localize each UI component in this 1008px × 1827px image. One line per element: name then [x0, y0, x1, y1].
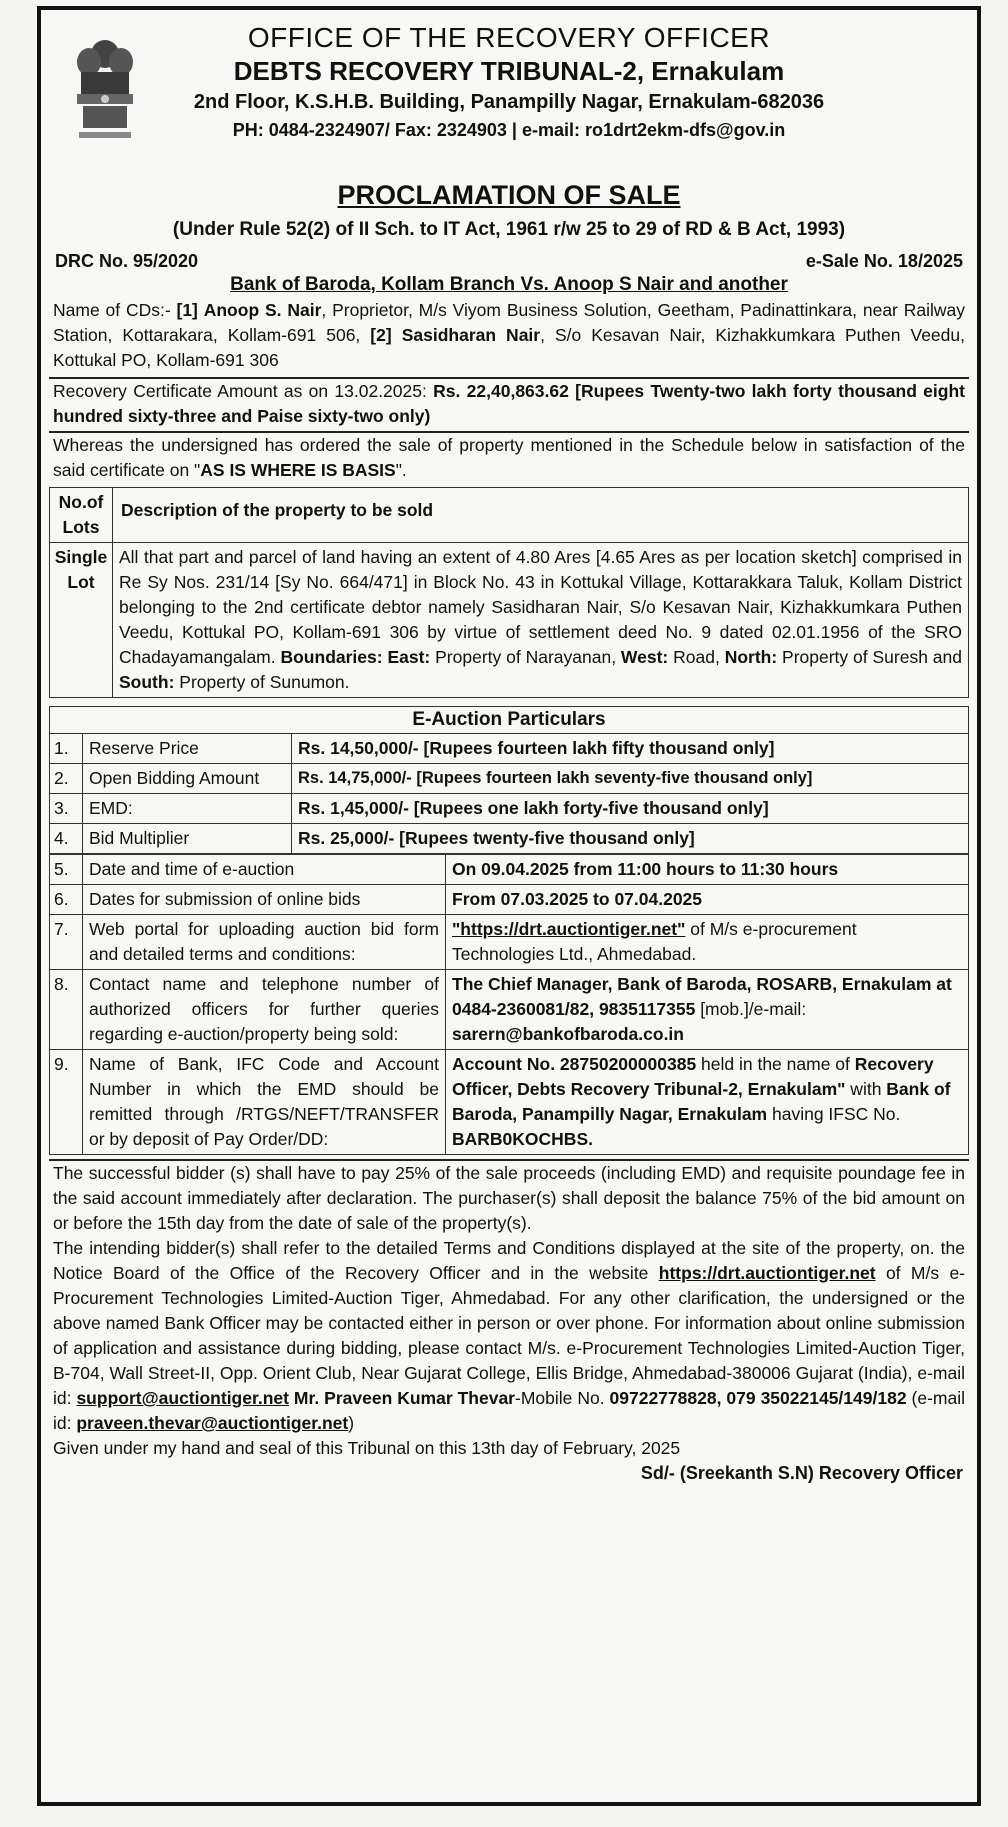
- west-label: West:: [620, 647, 669, 667]
- cds-paragraph: [49, 298, 969, 373]
- row-label: Reserve Price: [83, 734, 292, 764]
- given-line: Given under my hand and seal of this Tribunal on this 13th day of February, 2025: [53, 1438, 681, 1458]
- signature: Sd/- (Sreekanth S.N) Recovery Officer: [640, 1463, 963, 1483]
- row-label: Web portal for uploading auction bid form and detailed terms and conditions:: [83, 915, 446, 970]
- boundaries-label: Boundaries:: [280, 647, 383, 667]
- recovery-lead: Recovery Certificate Amount as on 13.02.2025:: [53, 381, 434, 401]
- property-desc-main: All that part and parcel of land having an extent of 4.80 Ares [4.65 Ares as per location sketch] comprised in Re Sy Nos. 231/14 [Sy No. 664/471] in Block No. 43 in Kottukal Village, Kottarakkara Taluk, Kollam District belonging to the 2nd certificate debtor namely Sasidharan Nair, S/o Kesavan Nair, Kizhakkumkara Puthen Veedu, Kottukal PO, Kollam-691 306 by virtue of settlement deed No. 9 dated 02.01.1956 of the SRO Chadayamangalam.: [119, 547, 962, 667]
- auction-row: [50, 970, 969, 1050]
- reference-numbers: [49, 251, 969, 272]
- row-number: 6.: [50, 885, 83, 915]
- contact-email[interactable]: sarern@bankofbaroda.co.in: [452, 1024, 684, 1044]
- bank-branch: Bank of Baroda, Panampilly Nagar, Ernakulam: [452, 1079, 951, 1124]
- auction-row: [50, 1050, 969, 1155]
- north-value: Property of Suresh and: [777, 647, 962, 667]
- portal-link[interactable]: "https://drt.auctiontiger.net": [452, 919, 686, 939]
- row-value: [446, 915, 969, 970]
- notice-frame: [37, 6, 981, 1806]
- auction-row: [50, 824, 969, 854]
- south-value: Property of Sunumon.: [174, 672, 350, 692]
- auction-row: [50, 734, 969, 764]
- whereas-lead: Whereas the undersigned has ordered the sale of property mentioned in the Schedule below in satisfaction of the said certificate on ": [53, 435, 965, 480]
- page-title: PROCLAMATION OF SALE: [337, 180, 681, 210]
- row-value: Rs. 14,50,000/- [Rupees fourteen lakh fifty thousand only]: [292, 734, 969, 764]
- row-value: [446, 970, 969, 1050]
- office-contact: PH: 0484-2324907/ Fax: 2324903 | e-mail: ro1drt2ekm-dfs@gov.in: [232, 120, 786, 140]
- auction-row: [50, 915, 969, 970]
- whereas-tail: ".: [395, 460, 407, 480]
- auction-row: [50, 885, 969, 915]
- lot-value: Single Lot: [50, 543, 113, 698]
- row-number: 9.: [50, 1050, 83, 1155]
- account-text: held in the name of: [696, 1054, 855, 1074]
- east-value: Property of Narayanan,: [430, 647, 621, 667]
- row-number: 1.: [50, 734, 83, 764]
- contact-person: Mr. Praveen Kumar Thevar: [288, 1388, 515, 1408]
- cd2-address: , S/o Kesavan Nair, Kizhakkumkara Puthen Veedu, Kottukal PO, Kollam-691 306: [53, 325, 965, 370]
- cd1-address: , Proprietor, M/s Viyom Business Solution, Geetham, Padinattinkara, near Railway Station, Kottarakara, Kollam-691 506,: [53, 300, 965, 345]
- cds-lead: Name of CDs:-: [53, 300, 177, 320]
- description-header: Description of the property to be sold: [113, 488, 969, 543]
- cd2-name: Sasidharan Nair: [401, 325, 541, 345]
- account-text-2: with: [845, 1079, 887, 1099]
- row-label: EMD:: [83, 794, 292, 824]
- row-value: Rs. 1,45,000/- [Rupees one lakh forty-five thousand only]: [292, 794, 969, 824]
- property-description: [113, 543, 969, 698]
- terms-paragraph-2: [49, 1236, 969, 1436]
- contact-officer: The Chief Manager, Bank of Baroda, ROSARB, Ernakulam at 0484-2360081/82, 9835117355: [452, 974, 952, 1019]
- cd1-number: [1]: [176, 300, 198, 320]
- terms-paragraph-1: The successful bidder (s) shall have to pay 25% of the sale proceeds (including EMD) and requisite poundage fee in the said account immediately after declaration. The purchaser(s) shall deposit the balance 75% of the bid amount on or before the 15th day from the date of sale of the property(s).: [53, 1163, 965, 1233]
- lots-header: No.of Lots: [50, 488, 113, 543]
- property-table: [49, 487, 969, 698]
- contact-phones: 09722778828, 079 35022145/149/182: [609, 1388, 907, 1408]
- north-label: North:: [724, 647, 778, 667]
- auction-section-title: E-Auction Particulars: [49, 706, 969, 733]
- auction-row: [50, 794, 969, 824]
- case-title: Bank of Baroda, Kollam Branch Vs. Anoop S Nair and another: [230, 274, 788, 295]
- row-number: 4.: [50, 824, 83, 854]
- row-number: 5.: [50, 855, 83, 885]
- account-holder: Recovery Officer, Debts Recovery Tribunal-2, Ernakulam": [452, 1054, 934, 1099]
- ifsc-label: having IFSC No.: [767, 1104, 901, 1124]
- row-number: 8.: [50, 970, 83, 1050]
- portal-provider: of M/s e-procurement Technologies Ltd., Ahmedabad.: [452, 919, 857, 964]
- row-value: From 07.03.2025 to 07.04.2025: [446, 885, 969, 915]
- account-number: Account No. 28750200000385: [452, 1054, 697, 1074]
- recovery-amount: [49, 379, 969, 429]
- terms2-part-b: of M/s e-Procurement Technologies Limited-Auction Tiger, Ahmedabad. For any other clarification, the undersigned or the above named Bank Officer may be contacted either in person or over phone. For information about online submission of application and assistance during bidding, please contact M/s. e-Procurement Technologies Limited-Auction Tiger, B-704, Wall Street-II, Opp. Orient Club, Near Gujarat College, Ellis Bridge, Ahmedabad-380006 Gujarat (India), e-mail id:: [53, 1263, 966, 1408]
- office-name: OFFICE OF THE RECOVERY OFFICER: [247, 22, 771, 53]
- support-email-link[interactable]: support@auctiontiger.net: [76, 1388, 289, 1408]
- tribunal-name: DEBTS RECOVERY TRIBUNAL-2, Ernakulam: [233, 56, 785, 86]
- notice-header: [49, 22, 969, 170]
- row-number: 7.: [50, 915, 83, 970]
- row-value: On 09.04.2025 from 11:00 hours to 11:30 hours: [446, 855, 969, 885]
- east-label: East:: [387, 647, 431, 667]
- terms2-close: ): [348, 1413, 355, 1433]
- contact-email-label: [mob.]/e-mail:: [700, 999, 807, 1019]
- website-link[interactable]: https://drt.auctiontiger.net: [658, 1263, 876, 1283]
- row-label: Bid Multiplier: [83, 824, 292, 854]
- auction-table-lower: [49, 854, 969, 1155]
- drc-number: DRC No. 95/2020: [55, 251, 199, 271]
- email-label: (e-mail id:: [53, 1388, 965, 1433]
- terms2-part-a: The intending bidder(s) shall refer to the detailed Terms and Conditions displayed at the site of the property, on. the Notice Board of the Office of the Recovery Officer and in the website: [53, 1238, 965, 1283]
- row-value: [446, 1050, 969, 1155]
- south-label: South:: [119, 672, 175, 692]
- row-label: Date and time of e-auction: [83, 855, 446, 885]
- row-label: Name of Bank, IFC Code and Account Number in which the EMD should be remitted through /RTGS/NEFT/TRANSFER or by deposit of Pay Order/DD:: [83, 1050, 446, 1155]
- auction-row: [50, 855, 969, 885]
- esale-number: e-Sale No. 18/2025: [805, 251, 963, 271]
- cd2-number: [2]: [370, 325, 392, 345]
- auction-row: [50, 764, 969, 794]
- west-value: Road,: [668, 647, 725, 667]
- cd1-name: Anoop S. Nair: [203, 300, 322, 320]
- row-number: 2.: [50, 764, 83, 794]
- office-address: 2nd Floor, K.S.H.B. Building, Panampilly Nagar, Ernakulam-682036: [193, 91, 825, 113]
- row-label: Dates for submission of online bids: [83, 885, 446, 915]
- page-subtitle: (Under Rule 52(2) of II Sch. to IT Act, 1961 r/w 25 to 29 of RD & B Act, 1993): [172, 219, 846, 240]
- whereas-paragraph: [49, 433, 969, 483]
- contact-email-link[interactable]: praveen.thevar@auctiontiger.net: [76, 1413, 349, 1433]
- row-value: Rs. 25,000/- [Rupees twenty-five thousand only]: [292, 824, 969, 854]
- mobile-label: -Mobile No.: [515, 1388, 610, 1408]
- sale-basis: AS IS WHERE IS BASIS: [200, 460, 396, 480]
- row-value: Rs. 14,75,000/- [Rupees fourteen lakh seventy-five thousand only]: [292, 764, 969, 794]
- ifsc-code: BARB0KOCHBS.: [452, 1129, 593, 1149]
- row-label: Contact name and telephone number of authorized officers for further queries regarding e-auction/property being sold:: [83, 970, 446, 1050]
- recovery-value: Rs. 22,40,863.62 [Rupees Twenty-two lakh forty thousand eight hundred sixty-three and Paise sixty-two only): [53, 381, 965, 426]
- row-number: 3.: [50, 794, 83, 824]
- auction-table: [49, 733, 969, 854]
- national-emblem-icon: [69, 32, 141, 150]
- row-label: Open Bidding Amount: [83, 764, 292, 794]
